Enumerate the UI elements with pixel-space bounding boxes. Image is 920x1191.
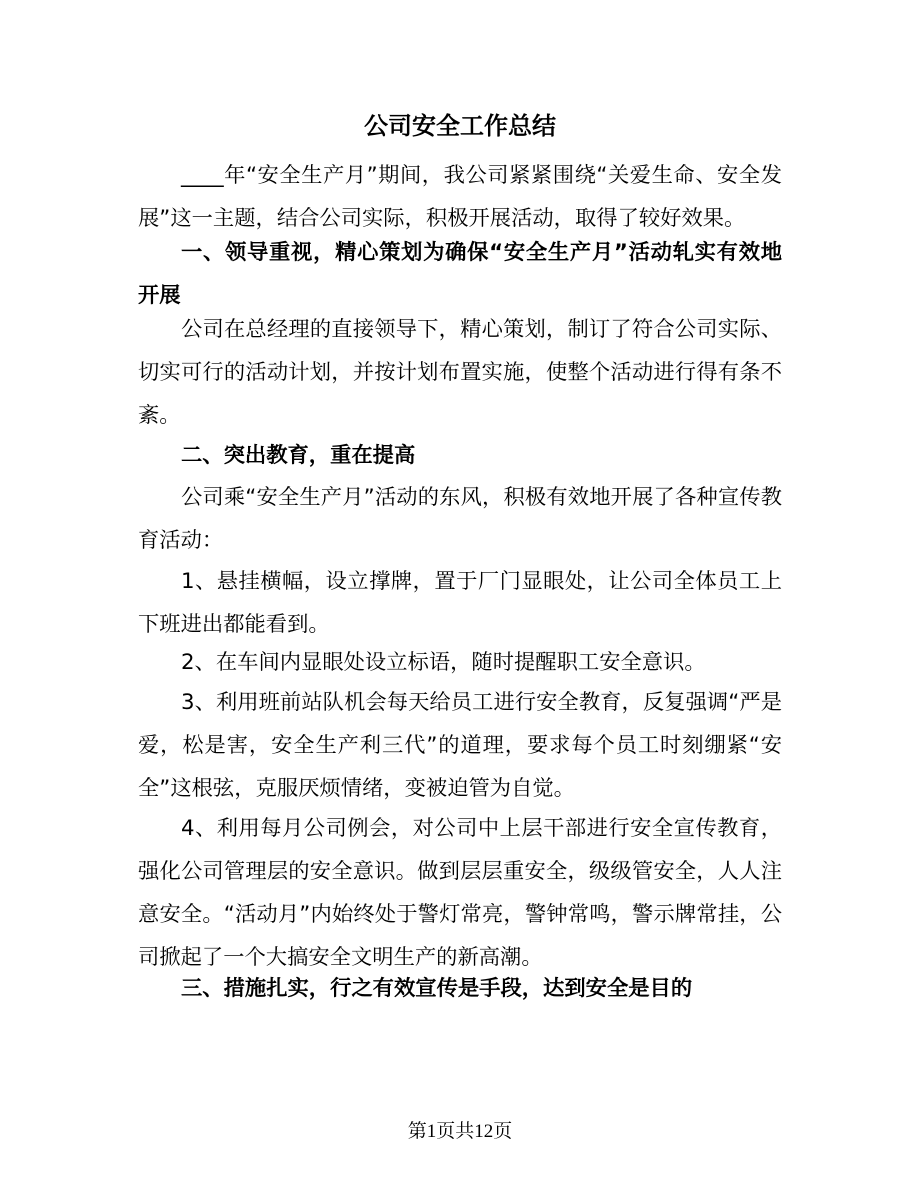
list-item-2: 2、在车间内显眼处设立标语，随时提醒职工安全意识。 <box>181 650 706 675</box>
section-2-intro: 公司乘“安全生产月”活动的东风，积极有效地开展了各种宣传教育活动： <box>138 485 782 553</box>
body-block-3 <box>138 308 782 437</box>
section-heading-3: 三、措施扎实，行之有效宣传是手段，达到安全是目的 <box>181 976 693 1001</box>
body-block-2 <box>138 231 782 317</box>
list-item-1: 1、悬挂横幅，设立撑牌，置于厂门显眼处，让公司全体员工上下班进出都能看到。 <box>138 569 782 637</box>
body-block-9 <box>138 807 782 979</box>
list-item-4: 4、利用每月公司例会，对公司中上层干部进行安全宣传教育，强化公司管理层的安全意识。做到层层重安全，级级管安全，人人注意安全。“活动月”内始终处于警灯常亮，警钟常鸣，警示牌常挂，公司掀起了一个大搞安全文明生产的新高潮。 <box>138 816 782 970</box>
document-title: 公司安全工作总结 <box>364 111 556 140</box>
section-1-paragraph: 公司在总经理的直接领导下，精心策划，制订了符合公司实际、切实可行的活动计划，并按计划布置实施，使整个活动进行得有条不紊。 <box>138 317 782 428</box>
body-block-8 <box>138 681 782 810</box>
body-block-7 <box>138 641 782 684</box>
section-heading-1: 一、领导重视，精心策划为确保“安全生产月”活动轧实有效地开展 <box>138 240 782 308</box>
body-block-5 <box>138 476 782 562</box>
intro-paragraph: ____年“安全生产月”期间，我公司紧紧围绕“关爱生命、安全发展”这一主题，结合公司实际，积极开展活动，取得了较好效果。 <box>138 163 782 231</box>
section-heading-2: 二、突出教育，重在提高 <box>181 443 416 468</box>
body-block-10 <box>138 967 782 1010</box>
body-block-6 <box>138 560 782 646</box>
page-footer: 第1页共12页 <box>407 1121 513 1142</box>
body-block-4 <box>138 434 782 477</box>
list-item-3: 3、利用班前站队机会每天给员工进行安全教育，反复强调“严是爱，松是害，安全生产利三代”的道理，要求每个员工时刻绷紧“安全”这根弦，克服厌烦情绪，变被迫管为自觉。 <box>138 690 782 801</box>
body-block-1 <box>138 154 782 240</box>
